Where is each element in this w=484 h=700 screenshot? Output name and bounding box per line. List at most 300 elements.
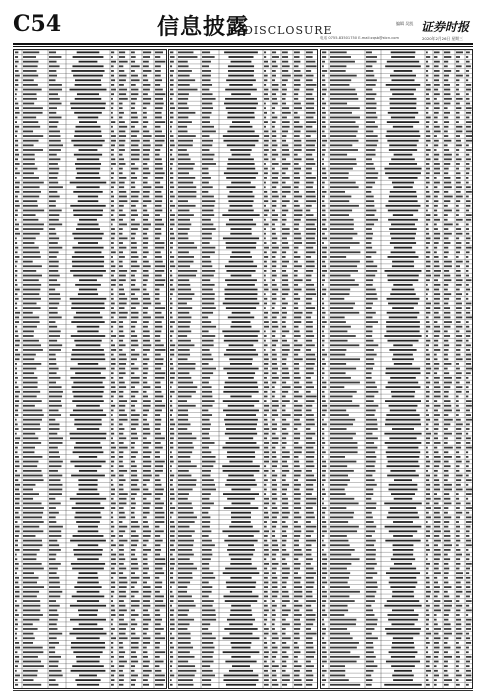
table-cell-text: [119, 228, 123, 230]
table-cell-text: [426, 628, 429, 630]
table-cell-text: [223, 410, 259, 412]
table-cell-text: [170, 261, 174, 263]
table-cell-text: [143, 321, 149, 323]
table-cell-text: [178, 270, 197, 272]
table-cell-text: [155, 582, 162, 584]
table-cell-text: [306, 84, 316, 86]
table-cell-text: [143, 126, 147, 128]
table-cell-text: [111, 107, 113, 109]
table-cell-text: [155, 214, 160, 216]
table-cell-text: [306, 647, 313, 649]
table-cell-text: [426, 470, 428, 472]
table-cell-text: [155, 363, 163, 365]
table-cell-text: [366, 103, 377, 105]
table-cell-text: [444, 103, 450, 105]
table-cell-text: [111, 251, 116, 253]
table-cell-text: [178, 330, 191, 332]
table-cell-text: [131, 112, 137, 114]
table-cell-text: [426, 493, 430, 495]
table-cell-text: [294, 437, 300, 439]
table-cell-text: [155, 512, 164, 514]
table-cell-text: [444, 51, 450, 53]
table-cell-text: [143, 368, 148, 370]
table-cell-text: [322, 298, 324, 300]
table-cell-text: [366, 656, 376, 658]
table-cell-text: [143, 89, 150, 91]
table-cell-text: [49, 475, 62, 477]
table-cell-text: [111, 312, 116, 314]
table-cell-text: [178, 158, 191, 160]
table-cell-text: [444, 112, 450, 114]
table-cell-text: [366, 572, 377, 574]
table-cell-text: [143, 330, 150, 332]
table-cell-text: [131, 596, 134, 598]
table-cell-text: [444, 205, 448, 207]
table-cell-text: [49, 675, 63, 677]
table-cell-text: [426, 661, 430, 663]
table-cell-text: [155, 572, 164, 574]
table-cell-text: [155, 196, 163, 198]
table-cell-text: [70, 182, 107, 184]
table-cell-text: [119, 623, 128, 625]
table-cell-text: [387, 475, 419, 477]
table-cell-text: [272, 140, 276, 142]
table-cell-text: [434, 349, 440, 351]
table-cell-text: [23, 265, 42, 267]
table-cell-text: [170, 307, 172, 309]
table-cell-text: [170, 126, 172, 128]
table-cell-text: [426, 256, 430, 258]
table-cell-text: [272, 465, 277, 467]
table-cell-text: [202, 563, 209, 565]
table-cell-text: [456, 98, 463, 100]
table-cell-text: [202, 200, 215, 202]
table-cell-text: [426, 656, 431, 658]
table-cell-text: [330, 158, 356, 160]
table-cell-text: [228, 200, 253, 202]
table-cell-text: [143, 419, 147, 421]
table-cell-text: [272, 182, 278, 184]
table-cell-text: [178, 484, 196, 486]
table-cell-text: [294, 79, 300, 81]
table-cell-text: [119, 670, 123, 672]
table-cell-text: [466, 470, 471, 472]
table-cell-text: [202, 354, 211, 356]
table-cell-text: [111, 549, 113, 551]
table-cell-text: [264, 470, 269, 472]
table-cell-text: [143, 205, 147, 207]
table-cell-text: [330, 354, 345, 356]
table-cell-text: [264, 475, 266, 477]
table-cell-text: [282, 442, 287, 444]
table-cell-text: [111, 261, 114, 263]
table-cell-text: [330, 56, 351, 58]
table-cell-text: [391, 117, 415, 119]
table-cell-text: [456, 651, 459, 653]
table-cell-text: [272, 526, 276, 528]
table-cell-text: [391, 558, 415, 560]
table-cell-text: [119, 382, 125, 384]
table-cell-text: [170, 56, 175, 58]
table-cell-text: [391, 391, 415, 393]
table-cell-text: [170, 103, 174, 105]
table-cell-text: [264, 386, 269, 388]
table-cell-text: [444, 512, 448, 514]
table-cell-text: [170, 470, 172, 472]
table-cell-text: [143, 93, 148, 95]
table-cell-text: [294, 493, 301, 495]
table-cell-text: [434, 172, 440, 174]
table-cell-text: [456, 186, 462, 188]
table-cell-text: [330, 479, 350, 481]
table-cell-text: [155, 228, 161, 230]
table-cell-text: [231, 647, 250, 649]
table-cell-text: [202, 103, 212, 105]
table-cell-text: [72, 391, 103, 393]
table-cell-text: [231, 182, 251, 184]
table-cell-text: [155, 65, 161, 67]
table-cell-text: [322, 507, 326, 509]
table-cell-text: [456, 670, 459, 672]
table-cell-text: [322, 307, 324, 309]
table-cell-text: [426, 84, 431, 86]
table-cell-text: [143, 461, 151, 463]
table-cell-text: [294, 354, 298, 356]
table-cell-text: [389, 163, 417, 165]
table-cell-text: [264, 191, 267, 193]
table-cell-text: [23, 521, 44, 523]
table-cell-text: [282, 391, 288, 393]
table-cell-text: [226, 224, 256, 226]
table-cell-text: [72, 265, 104, 267]
table-cell-text: [72, 386, 105, 388]
table-cell-text: [294, 126, 303, 128]
table-cell-text: [119, 400, 127, 402]
table-cell-text: [119, 372, 126, 374]
table-cell-text: [444, 349, 449, 351]
table-cell-text: [282, 270, 286, 272]
table-cell-text: [366, 98, 375, 100]
table-cell-text: [390, 568, 416, 570]
table-cell-text: [434, 242, 439, 244]
table-cell-text: [294, 256, 300, 258]
table-cell-text: [282, 437, 286, 439]
table-cell-text: [111, 396, 114, 398]
table-cell-text: [330, 419, 355, 421]
table-cell-text: [131, 507, 135, 509]
table-cell-text: [366, 368, 373, 370]
table-cell-text: [426, 349, 429, 351]
table-cell-text: [456, 498, 459, 500]
table-cell-text: [444, 177, 450, 179]
table-cell-text: [170, 270, 172, 272]
table-cell-text: [322, 489, 325, 491]
table-cell-text: [466, 433, 468, 435]
table-cell-text: [111, 512, 113, 514]
table-cell-text: [444, 298, 449, 300]
table-cell-text: [170, 410, 173, 412]
table-cell-text: [111, 289, 113, 291]
table-cell-text: [119, 84, 124, 86]
table-cell-text: [178, 628, 187, 630]
table-cell-text: [294, 303, 298, 305]
table-cell-text: [23, 303, 37, 305]
table-cell-text: [15, 210, 18, 212]
table-cell-text: [230, 149, 251, 151]
table-cell-text: [170, 451, 172, 453]
table-cell-text: [74, 516, 101, 518]
table-cell-text: [23, 89, 42, 91]
table-cell-text: [143, 61, 149, 63]
table-cell-text: [444, 516, 451, 518]
table-cell-text: [444, 186, 452, 188]
table-cell-text: [202, 251, 215, 253]
table-cell-text: [49, 158, 60, 160]
table-cell-text: [322, 503, 324, 505]
table-cell-text: [330, 79, 351, 81]
table-cell-text: [366, 535, 372, 537]
table-cell-text: [119, 163, 125, 165]
table-cell-text: [202, 144, 212, 146]
table-cell-text: [15, 233, 20, 235]
table-cell-text: [264, 51, 266, 53]
table-cell-text: [466, 279, 471, 281]
table-cell-text: [170, 131, 172, 133]
table-cell-text: [330, 75, 357, 77]
table-cell-text: [322, 535, 324, 537]
table-cell-text: [456, 516, 460, 518]
table-cell-text: [366, 298, 378, 300]
table-cell-text: [264, 98, 269, 100]
table-cell-text: [155, 396, 163, 398]
table-cell-text: [119, 98, 128, 100]
table-cell-text: [444, 154, 452, 156]
table-cell-text: [119, 172, 123, 174]
table-cell-text: [282, 423, 290, 425]
table-cell-text: [143, 386, 150, 388]
table-cell-text: [322, 75, 325, 77]
table-cell-text: [294, 628, 300, 630]
editor-credit: 编辑 吴凯: [396, 21, 414, 26]
table-cell-text: [272, 623, 275, 625]
table-cell-text: [119, 335, 125, 337]
table-cell-text: [330, 651, 350, 653]
table-cell-text: [426, 228, 429, 230]
table-cell-text: [322, 349, 325, 351]
table-cell-text: [456, 423, 463, 425]
table-cell-text: [202, 507, 210, 509]
table-cell-text: [15, 456, 19, 458]
table-cell-text: [456, 521, 459, 523]
table-cell-text: [143, 600, 150, 602]
table-cell-text: [131, 414, 140, 416]
table-cell-text: [456, 363, 459, 365]
table-cell-text: [232, 503, 251, 505]
table-cell-text: [434, 270, 441, 272]
table-cell-text: [264, 224, 269, 226]
table-cell-text: [202, 591, 212, 593]
table-cell-text: [143, 619, 151, 621]
table-cell-text: [282, 65, 290, 67]
table-cell-text: [426, 526, 431, 528]
table-cell-text: [119, 135, 126, 137]
table-cell-text: [272, 437, 279, 439]
table-cell-text: [426, 293, 428, 295]
table-cell-text: [155, 349, 165, 351]
table-cell-text: [76, 405, 100, 407]
table-cell-text: [23, 233, 40, 235]
table-cell-text: [272, 265, 276, 267]
table-cell-text: [202, 117, 210, 119]
table-cell-text: [170, 237, 175, 239]
table-cell-text: [74, 419, 101, 421]
table-cell-text: [330, 205, 359, 207]
table-cell-text: [272, 605, 277, 607]
table-cell-text: [306, 577, 314, 579]
table-cell-text: [322, 121, 325, 123]
table-cell-text: [23, 512, 43, 514]
table-cell-text: [264, 93, 268, 95]
table-cell-text: [444, 530, 450, 532]
table-cell-text: [434, 154, 439, 156]
table-cell-text: [444, 391, 449, 393]
table-cell-text: [131, 265, 140, 267]
table-cell-text: [170, 544, 174, 546]
table-cell-text: [434, 651, 439, 653]
table-cell-text: [272, 330, 276, 332]
table-cell-text: [49, 414, 61, 416]
table-cell-text: [434, 205, 438, 207]
table-cell-text: [272, 661, 275, 663]
table-cell-text: [434, 377, 440, 379]
table-cell-text: [322, 405, 327, 407]
table-cell-text: [322, 661, 327, 663]
table-cell-text: [322, 475, 325, 477]
table-cell-text: [466, 270, 468, 272]
table-cell-text: [111, 456, 115, 458]
table-cell-text: [282, 591, 288, 593]
table-cell-text: [444, 661, 448, 663]
table-cell-text: [330, 665, 345, 667]
table-cell-text: [466, 256, 468, 258]
table-cell-text: [178, 465, 197, 467]
table-cell-text: [49, 479, 60, 481]
table-cell-text: [322, 242, 324, 244]
table-cell-text: [366, 526, 376, 528]
table-cell-text: [272, 498, 277, 500]
table-cell-text: [78, 544, 98, 546]
table-cell-text: [15, 107, 19, 109]
table-cell-text: [119, 512, 125, 514]
table-cell-text: [23, 577, 39, 579]
table-cell-text: [119, 605, 125, 607]
table-cell-text: [330, 484, 347, 486]
table-cell-text: [322, 270, 327, 272]
table-cell-text: [366, 330, 372, 332]
table-cell-text: [49, 670, 61, 672]
table-cell-text: [282, 200, 290, 202]
table-cell-text: [330, 447, 358, 449]
table-cell-text: [143, 647, 147, 649]
table-cell-text: [23, 312, 33, 314]
table-cell-text: [426, 75, 428, 77]
table-cell-text: [426, 326, 430, 328]
table-cell-text: [70, 437, 106, 439]
table-cell-text: [282, 386, 291, 388]
table-cell-text: [15, 493, 20, 495]
table-cell-text: [228, 535, 254, 537]
table-cell-text: [178, 433, 192, 435]
table-cell-text: [178, 177, 195, 179]
table-cell-text: [119, 330, 123, 332]
table-cell-text: [466, 684, 469, 686]
table-cell-text: [444, 651, 448, 653]
table-cell-text: [456, 433, 462, 435]
table-cell-text: [143, 433, 150, 435]
table-cell-text: [202, 107, 213, 109]
table-cell-text: [229, 554, 253, 556]
table-cell-text: [330, 451, 358, 453]
table-cell-text: [282, 530, 286, 532]
table-cell-text: [232, 251, 251, 253]
table-cell-text: [170, 437, 174, 439]
table-cell-text: [264, 535, 268, 537]
table-cell-text: [155, 391, 161, 393]
table-cell-text: [282, 293, 288, 295]
table-cell-text: [111, 228, 115, 230]
table-cell-text: [227, 117, 254, 119]
table-cell-text: [426, 154, 429, 156]
table-cell-text: [49, 219, 59, 221]
table-cell-text: [272, 135, 276, 137]
table-cell-text: [76, 312, 100, 314]
table-cell-text: [322, 93, 326, 95]
table-cell-text: [131, 591, 139, 593]
table-cell-text: [272, 461, 278, 463]
table-cell-text: [282, 377, 290, 379]
table-cell-text: [466, 619, 472, 621]
table-cell-text: [264, 307, 266, 309]
table-cell-text: [111, 656, 114, 658]
table-cell-text: [111, 368, 115, 370]
table-cell-text: [202, 516, 210, 518]
table-cell-text: [78, 117, 99, 119]
table-cell-text: [111, 628, 115, 630]
table-cell-text: [272, 326, 278, 328]
table-cell-text: [306, 79, 313, 81]
table-cell-text: [306, 386, 314, 388]
table-cell-text: [76, 168, 100, 170]
table-cell-text: [131, 237, 135, 239]
table-cell-text: [111, 224, 113, 226]
table-cell-text: [71, 140, 104, 142]
table-cell-text: [385, 540, 420, 542]
table-cell-text: [143, 637, 150, 639]
table-cell-text: [392, 642, 414, 644]
table-cell-text: [71, 107, 105, 109]
table-cell-text: [426, 382, 430, 384]
table-cell-text: [456, 205, 459, 207]
table-cell-text: [282, 475, 286, 477]
table-cell-text: [119, 489, 124, 491]
table-cell-text: [178, 442, 193, 444]
table-cell-text: [15, 275, 17, 277]
table-cell-text: [78, 200, 99, 202]
table-cell-text: [170, 465, 172, 467]
table-cell-text: [49, 196, 60, 198]
table-cell-text: [282, 512, 290, 514]
table-cell-text: [222, 530, 259, 532]
